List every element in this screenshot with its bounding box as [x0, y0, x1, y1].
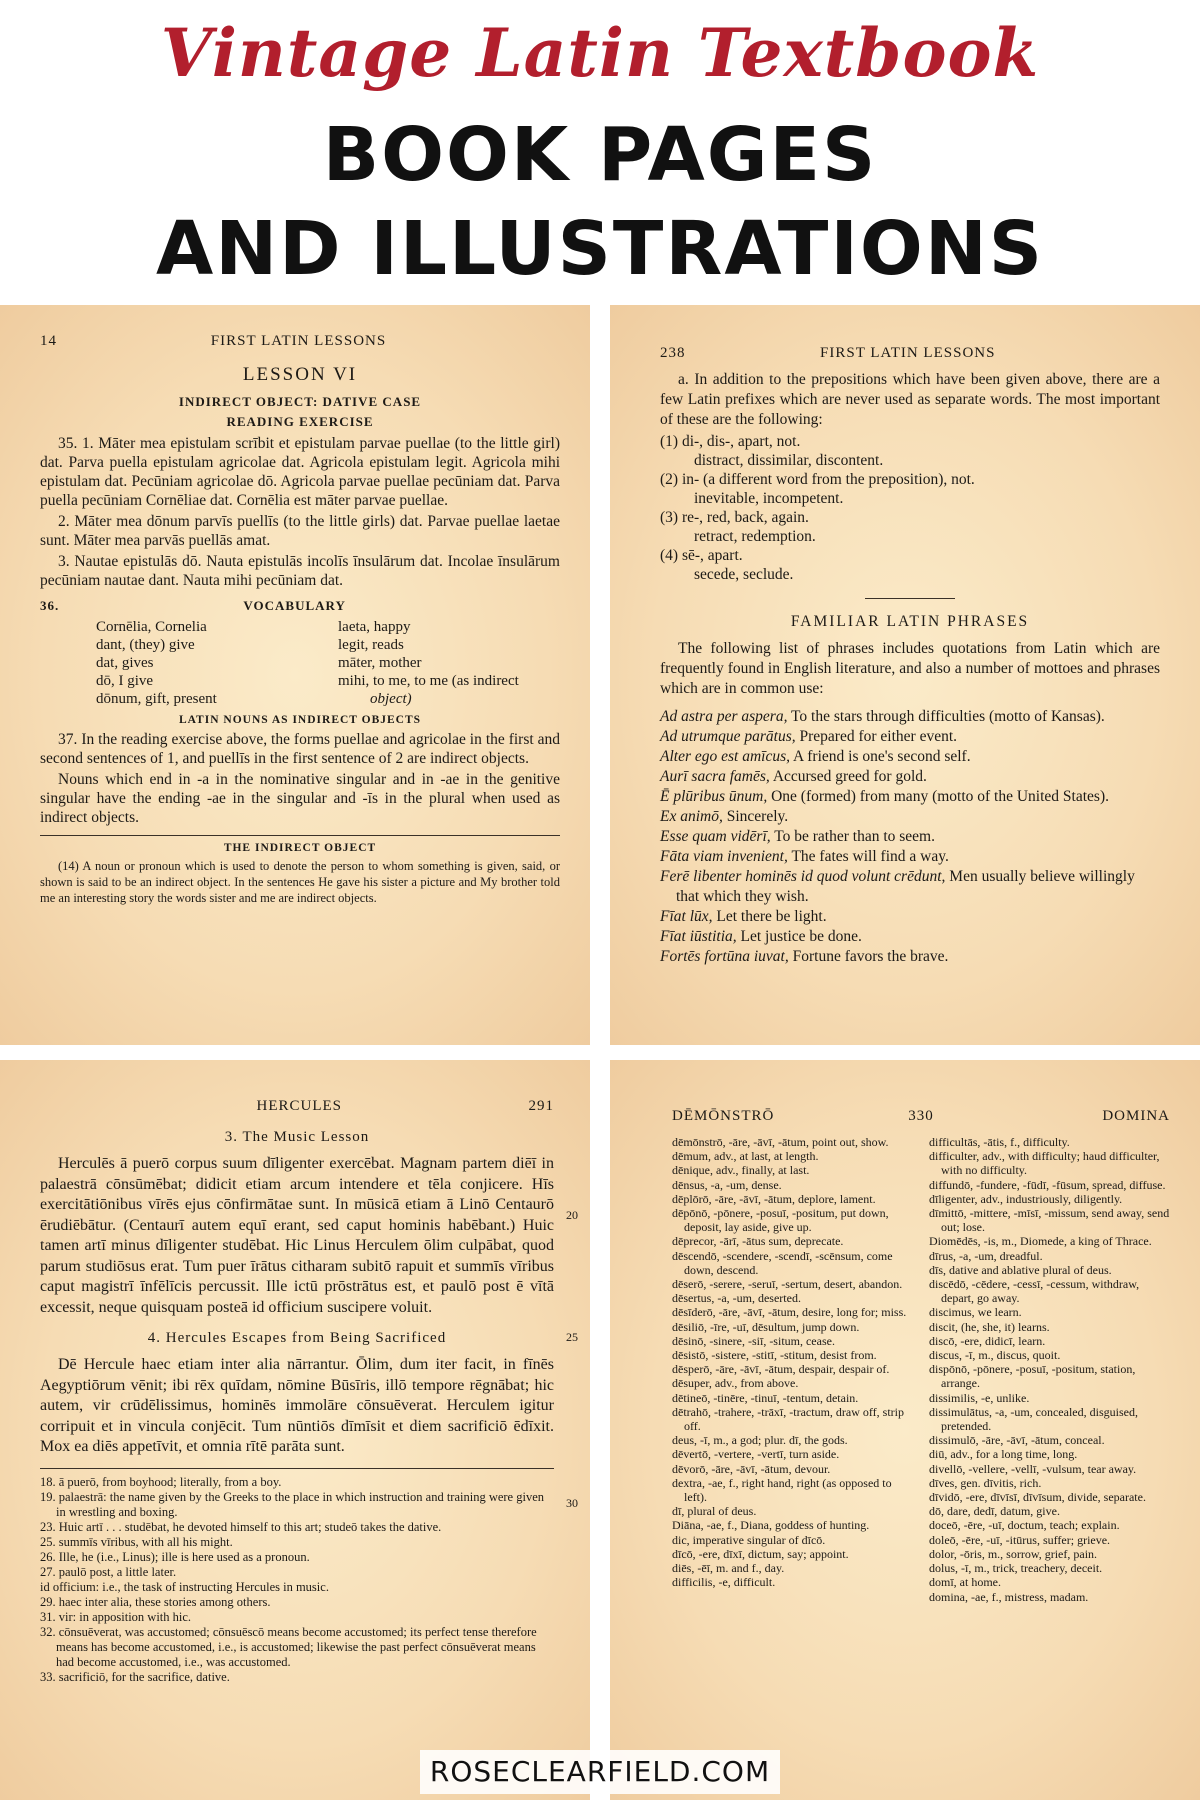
- section-3-title: 3. The Music Lesson: [224, 1129, 370, 1145]
- phrase-latin: Ferē libenter hominēs id quod volunt crēdunt,: [660, 868, 946, 885]
- dictionary-entry: diffundō, -fundere, -fūdī, -fūsum, spread, diffuse.: [929, 1177, 1166, 1192]
- phrase-latin: Fortēs fortūna iuvat,: [660, 948, 789, 965]
- dictionary-entry: dīs, dative and ablative plural of deus.: [929, 1262, 1112, 1277]
- footnote: 23. Huic artī . . . studēbat, he devoted himself to this art; studeō takes the dative.: [40, 1519, 442, 1534]
- phrase-entry: [660, 727, 1160, 747]
- dictionary-entry: dēnsus, -a, -um, dense.: [672, 1177, 782, 1192]
- footnote: 25. summīs vīribus, with all his might.: [40, 1534, 233, 1549]
- dictionary-entry: dīvidō, -ere, dīvīsī, dīvīsum, divide, separate.: [929, 1490, 1146, 1505]
- phrase-english: Fortune favors the brave.: [788, 948, 949, 965]
- prefix-examples: inevitable, incompetent.: [694, 490, 844, 507]
- dictionary-entry: dolor, -ōris, m., sorrow, grief, pain.: [929, 1546, 1098, 1561]
- dictionary-entry: dētineō, -tinēre, -tinuī, -tentum, detain.: [672, 1390, 859, 1405]
- footnote: 29. haec inter alia, these stories among others.: [40, 1594, 271, 1609]
- paragraph-35-3: 3. Nautae epistulās dō. Nauta epistulās incolīs īnsulārum dat. Incolae īnsulārum pecūniam nautae dant. Nauta mihi pecūniam dat.: [40, 553, 560, 589]
- vocab-item: Cornēlia, Cornelia: [96, 619, 207, 635]
- section-rule: [865, 598, 955, 599]
- paragraph-35-2: 2. Māter mea dōnum parvīs puellīs (to the little girls) dat. Parvae puellae laetae sunt. Māter mea parvās puellās amat.: [40, 513, 560, 549]
- phrases-intro: The following list of phrases includes quotations from Latin which are frequently found in English literature, and also a number of mottoes and phrases which are in common use:: [660, 640, 1160, 697]
- dictionary-entry: dēprecor, -ārī, -ātus sum, deprecate.: [672, 1234, 844, 1249]
- divider: [40, 835, 560, 836]
- prefix-examples: retract, redemption.: [694, 528, 816, 545]
- phrase-latin: Ad astra per aspera,: [660, 708, 788, 725]
- page-number: 238: [660, 345, 686, 361]
- phrase-entry: [660, 827, 1160, 847]
- line-number: 20: [566, 1208, 578, 1222]
- dictionary-entry: dēsuper, adv., from above.: [672, 1376, 799, 1391]
- dictionary-entry: dispōnō, -pōnere, -posuī, -positum, station, arrange.: [929, 1362, 1136, 1391]
- phrase-latin: Aurī sacra famēs,: [660, 768, 770, 785]
- dictionary-entry: dīves, gen. dīvitis, rich.: [929, 1475, 1042, 1490]
- footnote: 31. vir: in apposition with hic.: [40, 1609, 192, 1624]
- phrase-latin: Ex animō,: [660, 808, 723, 825]
- section-heading: READING EXERCISE: [226, 414, 374, 429]
- vocab-item: object): [370, 691, 412, 707]
- dictionary-entry: dic, imperative singular of dīcō.: [672, 1532, 826, 1547]
- book-page-prefixes: [610, 305, 1200, 1045]
- vocab-column-right: [338, 618, 560, 708]
- paragraph-37b: Nouns which end in -a in the nominative singular and in -ae in the genitive singular have the ending -ae in the singular and -īs in the plural when used as indirect objects.: [40, 771, 560, 826]
- dictionary-entry: dēsperō, -āre, -āvī, -ātum, despair, despair of.: [672, 1362, 890, 1377]
- dictionary-entry: dēserō, -serere, -seruī, -sertum, desert, abandon.: [672, 1277, 903, 1292]
- line-number: 25: [566, 1330, 578, 1344]
- dictionary-entry: dissimilis, -e, unlike.: [929, 1390, 1030, 1405]
- dictionary-entry: dō, dare, dedī, datum, give.: [929, 1504, 1060, 1519]
- footnote: 33. sacrificiō, for the sacrifice, dative.: [40, 1669, 230, 1684]
- footnotes: [40, 1468, 554, 1685]
- guide-word-left: DĒMŌNSTRŌ: [672, 1108, 775, 1124]
- lesson-subtitle: INDIRECT OBJECT: DATIVE CASE: [178, 394, 422, 409]
- footnote: 27. paulō post, a little later.: [40, 1564, 177, 1579]
- phrase-entry: [660, 787, 1160, 807]
- dictionary-entry: dī, plural of deus.: [672, 1504, 757, 1519]
- lesson-title: LESSON VI: [242, 364, 358, 385]
- phrase-entry: [660, 767, 1160, 787]
- dictionary-entry: diū, adv., for a long time, long.: [929, 1447, 1078, 1462]
- phrase-entry: [660, 807, 1160, 827]
- dictionary-entry: dīrus, -a, -um, dreadful.: [929, 1248, 1043, 1263]
- dictionary-entry: discit, (he, she, it) learns.: [929, 1319, 1050, 1334]
- running-head: [660, 345, 1160, 362]
- phrase-english: Sincerely.: [722, 808, 789, 825]
- dictionary-entry: doceō, -ēre, -uī, doctum, teach; explain.: [929, 1518, 1120, 1533]
- prefix-examples: distract, dissimilar, discontent.: [694, 452, 884, 469]
- vocab-title: VOCABULARY: [243, 598, 346, 613]
- title-line-1: BOOK PAGES: [322, 112, 878, 198]
- running-title: FIRST LATIN LESSONS: [820, 345, 996, 361]
- running-head: [40, 333, 560, 350]
- dictionary-entry: Diāna, -ae, f., Diana, goddess of hunting.: [672, 1518, 870, 1533]
- title-line-2: AND ILLUSTRATIONS: [155, 206, 1045, 292]
- dictionary-entry: difficulter, adv., with difficulty; haud difficulter, with no difficulty.: [929, 1149, 1160, 1178]
- dictionary-entry: discō, -ere, didicī, learn.: [929, 1333, 1046, 1348]
- prefix-list: [660, 432, 1160, 584]
- dictionary-entry: dēvertō, -vertere, -vertī, turn aside.: [672, 1447, 840, 1462]
- dictionary-column-left: [672, 1135, 913, 1604]
- page-number: 330: [908, 1108, 934, 1124]
- dictionary-entry: difficilis, -e, difficult.: [672, 1575, 776, 1590]
- dictionary-entry: dēmōnstrō, -āre, -āvī, -ātum, point out, show.: [672, 1135, 889, 1149]
- phrase-english: A friend is one's second self.: [790, 748, 971, 765]
- prefix-examples: secede, seclude.: [694, 566, 794, 583]
- dictionary-columns: [672, 1135, 1170, 1604]
- dictionary-entry: dīmittō, -mittere, -mīsī, -missum, send away, send out; lose.: [929, 1206, 1170, 1235]
- prefix-item: (2) in- (a different word from the preposition), not.: [660, 471, 975, 488]
- dictionary-entry: dēsīderō, -āre, -āvī, -ātum, desire, long for; miss.: [672, 1305, 907, 1320]
- dictionary-entry: doleō, -ēre, -uī, -itūrus, suffer; grieve.: [929, 1532, 1111, 1547]
- box-text: (14) A noun or pronoun which is used to denote the person to whom something is given, said, or shown is said to be an indirect object. In the sentences He gave his sister a picture and My brother told me an interesting story the words sister and me are indirect objects.: [40, 859, 560, 905]
- vocab-item: dōnum, gift, present: [96, 691, 217, 707]
- dictionary-entry: dēvorō, -āre, -āvī, -ātum, devour.: [672, 1461, 831, 1476]
- dictionary-entry: discēdō, -cēdere, -cessī, -cessum, withdraw, depart, go away.: [929, 1277, 1140, 1306]
- phrase-latin: Fīat lūx,: [660, 908, 713, 925]
- dictionary-entry: dissimulō, -āre, -āvī, -ātum, conceal.: [929, 1433, 1105, 1448]
- dictionary-entry: dēsiliō, -īre, -uī, dēsultum, jump down.: [672, 1319, 860, 1334]
- dictionary-entry: dēmum, adv., at last, at length.: [672, 1149, 819, 1164]
- dictionary-entry: Diomēdēs, -is, m., Diomede, a king of Thrace.: [929, 1234, 1152, 1249]
- phrase-entry: [660, 707, 1160, 727]
- phrase-latin: Esse quam vidērī,: [660, 828, 771, 845]
- phrase-latin: Fāta viam invenient,: [660, 848, 788, 865]
- footnote: 32. cōnsuēverat, was accustomed; cōnsuēscō means become accustomed; its perfect tense therefore means has become accustomed, i.e., is accustomed; likewise the past perfect cōnsuēverat means had become accustomed, i.e., was accustomed.: [40, 1624, 537, 1669]
- vocab-item: māter, mother: [338, 655, 422, 671]
- dictionary-entry: dīcō, -ere, dīxī, dictum, say; appoint.: [672, 1546, 849, 1561]
- script-title: Vintage Latin Textbook: [160, 14, 1040, 92]
- dictionary-entry: dextra, -ae, f., right hand, right (as opposed to left).: [672, 1475, 892, 1505]
- phrase-english: One (formed) from many (motto of the United States).: [767, 788, 1109, 805]
- phrase-english: The fates will find a way.: [787, 848, 949, 865]
- book-page-lesson-vi: [0, 305, 590, 1045]
- vocab-number: 36.: [40, 598, 60, 613]
- dictionary-entry: dissimulātus, -a, -um, concealed, disguised, pretended.: [929, 1404, 1138, 1434]
- phrase-english: Accursed greed for gold.: [769, 768, 927, 785]
- prefix-item: (3) re-, red, back, again.: [660, 509, 809, 526]
- phrase-english: To the stars through difficulties (motto of Kansas).: [787, 708, 1105, 725]
- header-banner: [0, 0, 1200, 300]
- footnote: 18. ā puerō, from boyhood; literally, from a boy.: [40, 1474, 282, 1489]
- dictionary-entry: dolus, -ī, m., trick, treachery, deceit.: [929, 1561, 1103, 1576]
- phrase-latin: Ad utrumque parātus,: [660, 728, 796, 745]
- running-title: FIRST LATIN LESSONS: [210, 333, 387, 349]
- dictionary-entry: dētrahō, -trahere, -trāxī, -tractum, draw off, strip off.: [672, 1404, 905, 1434]
- phrase-english: Let justice be done.: [736, 928, 862, 945]
- phrase-latin: Alter ego est amīcus,: [660, 748, 791, 765]
- phrase-english: Men usually believe willingly that which they wish.: [676, 868, 1135, 905]
- vocab-item: dant, (they) give: [96, 637, 195, 653]
- dictionary-entry: divellō, -vellere, -vellī, -vulsum, tear away.: [929, 1461, 1137, 1476]
- paragraph-35-1: 35. 1. Māter mea epistulam scrībit et epistulam parvae puellae (to the little girl) dat. Parva puella epistulam agricolae dat. Agricola epistulam legit. Agricola mihi epistulam dat. Pecūniam agricolae dō. Agricola parvae puellae pecūniam dat. Parva puella pecūniam Cornēliae dat. Cornēlia est māter parvae puellae.: [40, 435, 560, 509]
- dictionary-entry: dēplōrō, -āre, -āvī, -ātum, deplore, lament.: [672, 1191, 876, 1206]
- prefix-item: (4) sē-, apart.: [660, 547, 743, 564]
- phrase-latin: Ē plūribus ūnum,: [660, 788, 768, 805]
- dictionary-entry: dēpōnō, -pōnere, -posuī, -positum, put down, deposit, lay aside, give up.: [672, 1206, 889, 1235]
- vocab-column-left: [96, 618, 318, 708]
- line-number: 30: [566, 1496, 578, 1510]
- phrase-latin: Fīat iūstitia,: [660, 928, 737, 945]
- dictionary-entry: dēscendō, -scendere, -scendī, -scēnsum, come down, descend.: [672, 1248, 893, 1277]
- box-title: THE INDIRECT OBJECT: [223, 842, 377, 854]
- dictionary-entry: domina, -ae, f., mistress, madam.: [929, 1589, 1089, 1604]
- running-title: HERCULES: [256, 1098, 342, 1114]
- dictionary-entry: diēs, -ēī, m. and f., day.: [672, 1561, 785, 1576]
- phrase-entry: [660, 907, 1160, 927]
- page-number: 14: [40, 333, 57, 349]
- prefix-item: (1) di-, dis-, apart, not.: [660, 433, 801, 450]
- dictionary-entry: dīligenter, adv., industriously, diligently.: [929, 1191, 1123, 1206]
- vocab-heading: [40, 598, 560, 614]
- section-4-title: 4. Hercules Escapes from Being Sacrificed: [147, 1330, 447, 1346]
- phrase-entry: [660, 847, 1160, 867]
- vocab-item: dat, gives: [96, 655, 154, 671]
- phrase-list: [660, 707, 1160, 967]
- phrase-entry: [660, 947, 1160, 967]
- dictionary-entry: dēnique, adv., finally, at last.: [672, 1163, 810, 1178]
- site-url: ROSECLEARFIELD.COM: [429, 1755, 771, 1788]
- prefix-intro: a. In addition to the prepositions which have been given above, there are a few Latin prefixes which are never used as separate words. The most important of these are the following:: [660, 371, 1160, 428]
- running-head: [672, 1108, 1170, 1125]
- dictionary-entry: dēsertus, -a, -um, deserted.: [672, 1291, 801, 1306]
- phrase-entry: [660, 867, 1160, 907]
- dictionary-entry: domī, at home.: [929, 1575, 1001, 1590]
- dictionary-entry: dēsinō, -sinere, -siī, -situm, cease.: [672, 1333, 835, 1348]
- paragraph-37: 37. In the reading exercise above, the forms puellae and agricolae in the first and second sentences of 1, and puellīs in the first sentence of 2 are indirect objects.: [40, 731, 560, 767]
- phrase-english: Let there be light.: [712, 908, 827, 925]
- footnote: 26. Ille, he (i.e., Linus); ille is here used as a pronoun.: [40, 1549, 310, 1564]
- nouns-heading: LATIN NOUNS AS INDIRECT OBJECTS: [178, 714, 422, 726]
- dictionary-entry: discimus, we learn.: [929, 1305, 1022, 1320]
- section-4-text: Dē Hercule haec etiam inter alia nārrantur. Ōlim, dum iter facit, in fīnēs Aegyptiōrum vēnit; ibi rēx quīdam, nōmine Būsīris, illō tempore rēgnābat; hic autem, vir crūdēlissimus, hominēs immolāre cōnsuēverat. Herculem igitur corripuit et in vincula conjēcit. Tum nūntiōs dīmīsit et diem sacrificiō ēdīxit. Mox ea diēs appetīvit, et omnia rītē parāta sunt.: [40, 1356, 554, 1455]
- running-head: [40, 1098, 554, 1115]
- phrase-english: To be rather than to seem.: [770, 828, 935, 845]
- book-page-hercules: [0, 1060, 590, 1800]
- phrase-english: Prepared for either event.: [795, 728, 958, 745]
- footnote: 19. palaestrā: the name given by the Greeks to the place in which instruction and training were given in wrestling and boxing.: [40, 1489, 545, 1519]
- book-page-dictionary: [610, 1060, 1200, 1800]
- dictionary-column-right: [929, 1135, 1170, 1604]
- dictionary-entry: discus, -ī, m., discus, quoit.: [929, 1348, 1061, 1363]
- footnote: id officium: i.e., the task of instructing Hercules in music.: [40, 1579, 329, 1594]
- vocab-item: dō, I give: [96, 673, 154, 689]
- phrase-entry: [660, 747, 1160, 767]
- vocabulary-list: [96, 618, 560, 708]
- dictionary-entry: dēsistō, -sistere, -stitī, -stitum, desist from.: [672, 1348, 877, 1363]
- guide-word-right: DOMINA: [1102, 1108, 1170, 1124]
- vocab-item: mihi, to me, to me (as indirect: [338, 673, 519, 689]
- dictionary-entry: difficultās, -ātis, f., difficulty.: [929, 1135, 1070, 1149]
- vocab-item: laeta, happy: [338, 619, 411, 635]
- phrase-entry: [660, 927, 1160, 947]
- dictionary-entry: deus, -ī, m., a god; plur. dī, the gods.: [672, 1433, 848, 1448]
- phrases-title: FAMILIAR LATIN PHRASES: [790, 613, 1030, 630]
- section-3-text: Herculēs ā puerō corpus suum dīligenter exercēbat. Magnam partem diēī in palaestrā cōnsūmēbat; didicit etiam arcum intendere et tēla conjicere. Hīs exercitātiōnibus vīrēs ejus cōnfirmātae sunt. In mūsicā etiam ā Linō Centaurō ērudiēbātur. (Centaurī autem equī erant, sed caput hominis habēbant.) Huic tamen artī minus dīligenter studēbat. Hic Linus Herculem ōlim culpābat, quod parum studiōsus erat. Tum puer īrātus citharam subitō rapuit et summīs vīribus caput magistrī īnfēlīcis percussit. Ille ictū prōstrātus est, et paulō post ē vītā excessit, neque quisquam posteā id officium suscipere voluit.: [40, 1155, 554, 1316]
- page-number: 291: [528, 1098, 554, 1114]
- vocab-item: legit, reads: [338, 637, 404, 653]
